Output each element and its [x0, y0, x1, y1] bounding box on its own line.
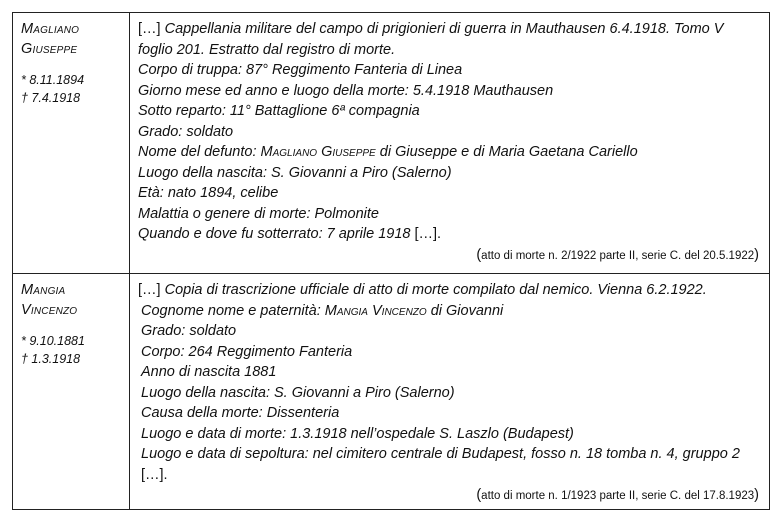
entry-line: Grado: soldato [138, 123, 234, 140]
death-records-table [12, 12, 770, 510]
person-cell [13, 274, 130, 510]
entry-text: Copia di trascrizione ufficiale di atto di morte compilato dal nemico. Vienna 6.2.1922. [164, 282, 707, 298]
entry-line: Corpo: 264 Reggimento Fanteria [141, 343, 353, 360]
person-surname: Mangia [21, 282, 66, 298]
record-entry-cell [130, 13, 770, 274]
entry-line: Luogo della nascita: S. Giovanni a Piro (Salerno) [138, 164, 452, 181]
ellipsis-bracket: […] [138, 21, 161, 37]
ellipsis-bracket: […] [138, 282, 161, 298]
deceased-name: Mangia Vincenzo [324, 302, 427, 319]
ellipsis-bracket: […]. [141, 466, 168, 483]
entry-line [138, 142, 761, 163]
entry-line [138, 301, 761, 322]
entry-line: Sotto reparto: 11° Battaglione 6ª compagnia [138, 103, 420, 119]
entry-line [138, 280, 761, 301]
death-date: † 7.4.1918 [21, 91, 81, 105]
entry-line: Luogo e data di morte: 1.3.1918 nell’ospedale S. Laszlo (Budapest) [141, 425, 574, 442]
person-surname: Magliano [21, 21, 80, 37]
entry-text: Nome del defunto: [138, 144, 261, 160]
person-given-name: Vincenzo [21, 302, 78, 318]
entry-line: Malattia o genere di morte: Polmonite [138, 205, 379, 222]
record-reference: (atto di morte n. 2/1922 parte II, serie C. del 20.5.1922) [476, 246, 759, 263]
deceased-name: Magliano Giuseppe [260, 144, 376, 160]
entry-text: di Giuseppe e di Maria Gaetana Cariello [375, 144, 638, 160]
entry-line: Causa della morte: Dissenteria [141, 405, 340, 421]
entry-line [138, 19, 761, 60]
record-reference: (atto di morte n. 1/1923 parte II, serie C. del 17.8.1923) [476, 487, 759, 503]
entry-line: Corpo di truppa: 87° Reggimento Fanteria di Linea [138, 62, 463, 78]
reference-text: atto di morte n. 1/1923 parte II, serie C. del 17.8.1923 [481, 490, 755, 502]
entry-line: Grado: soldato [141, 323, 237, 339]
person-given-name: Giuseppe [21, 41, 78, 57]
record-entry-cell [130, 274, 770, 510]
entry-line: Anno di nascita 1881 [141, 364, 277, 380]
entry-line: Età: nato 1894, celibe [138, 185, 279, 201]
table-row [13, 274, 770, 510]
entry-text: Cappellania militare del campo di prigionieri di guerra in Mauthausen 6.4.1918. Tomo V foglio 201. Estratto dal registro di morte. [138, 21, 724, 58]
entry-text: Cognome nome e paternità: [141, 302, 325, 319]
birth-date: * 9.10.1881 [21, 334, 85, 348]
person-cell [13, 13, 130, 274]
entry-line [138, 444, 761, 485]
entry-text: Luogo e data di sepoltura: nel cimitero centrale di Budapest, fosso n. 18 tomba n. 4, gruppo 2 [141, 446, 740, 462]
reference-text: atto di morte n. 2/1922 parte II, serie C. del 20.5.1922 [481, 249, 755, 262]
entry-text: di Giovanni [426, 302, 504, 319]
table-row [13, 13, 770, 274]
entry-line: Luogo della nascita: S. Giovanni a Piro (Salerno) [141, 384, 455, 401]
entry-text: Quando e dove fu sotterrato: 7 aprile 1918 [138, 226, 415, 242]
death-date: † 1.3.1918 [21, 352, 81, 366]
birth-date: * 8.11.1894 [21, 73, 85, 87]
ellipsis-bracket: […]. [414, 226, 442, 242]
entry-line [138, 224, 761, 245]
entry-line: Giorno mese ed anno e luogo della morte: 5.4.1918 Mauthausen [138, 82, 554, 99]
